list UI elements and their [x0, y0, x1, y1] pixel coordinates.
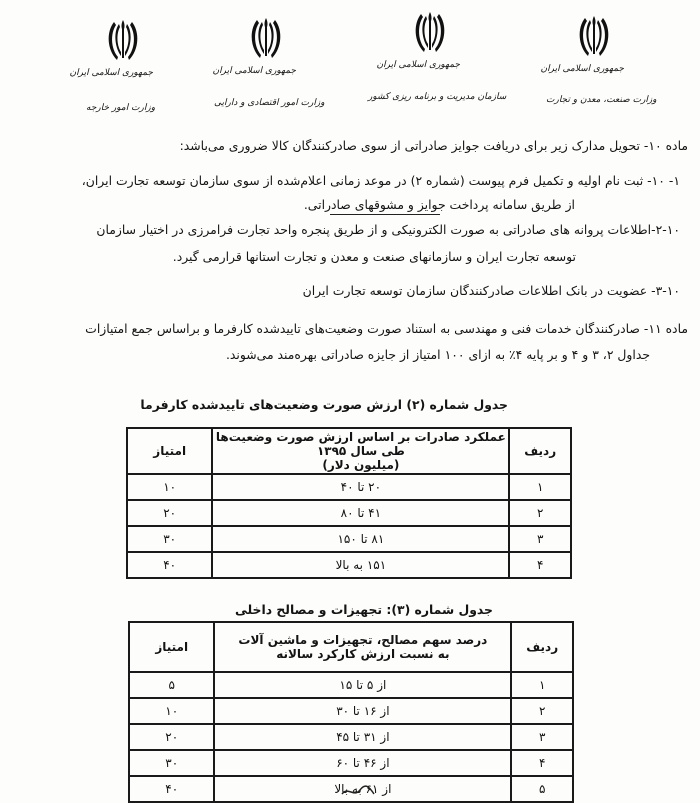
table-row — [129, 724, 573, 750]
score-cell: ۱۰ — [127, 474, 212, 500]
score-cell: ۲۰ — [127, 500, 212, 526]
letterhead-country: جمهوری اسلامی ایران — [540, 64, 624, 74]
score-cell: ۲۰ — [129, 724, 214, 750]
score-cell: ۵ — [129, 672, 214, 698]
article-10-item-2-cont: توسعه تجارت ایران و سازمانهای صنعت و معدن و تجارت استانها قرارمی گیرد. — [172, 249, 576, 264]
range-cell: از ۳۱ تا ۴۵ — [214, 724, 511, 750]
article-10-item-1: ۱- ۱۰- ثبت نام اولیه و تکمیل فرم پیوست (شماره ۲) در موعد زمانی اعلام‌شده از سوی سازمان توسعه تجارت ایران، — [81, 173, 680, 188]
article-11-line-1: ماده ۱۱- صادرکنندگان خدمات فنی و مهندسی به استناد صورت وضعیت‌های تاییدشده کارفرما و براساس جمع امتیازات — [85, 321, 688, 336]
range-cell: از ۴۶ تا ۶۰ — [214, 750, 511, 776]
article-10-item-1-cont: از طریق سامانه پرداخت جوایز و مشوقهای صادراتی. — [303, 197, 575, 212]
letterhead-block-economy — [212, 14, 296, 76]
table-2 — [126, 427, 572, 579]
table-2-title: جدول شماره (۲) ارزش صورت وضعیت‌های تاییدشده کارفرما — [140, 397, 508, 412]
row-number: ۵ — [511, 776, 573, 802]
score-cell: ۳۰ — [127, 526, 212, 552]
score-cell: ۴۰ — [129, 776, 214, 802]
row-number: ۱ — [509, 474, 571, 500]
article-10-item-2: ۲-۱۰-اطلاعات پروانه های صادراتی به صورت الکترونیکی و از طریق پنجره واحد تجارت فرامرزی در اختیار سازمان — [96, 222, 680, 237]
table-3 — [128, 621, 574, 803]
range-cell: ۸۱ تا ۱۵۰ — [212, 526, 509, 552]
letterhead-ministry: وزارت امور خارجه — [86, 103, 156, 113]
col-score-header: امتیاز — [129, 622, 214, 672]
col-desc-header: عملکرد صادرات بر اساس ارزش صورت وضعیت‌ها طی سال ۱۳۹۵ (میلیون دلار) — [212, 428, 509, 474]
iran-emblem-icon — [103, 16, 143, 64]
range-cell: از ۱۶ تا ۳۰ — [214, 698, 511, 724]
letterhead-ministry: وزارت امور اقتصادی و دارایی — [214, 98, 325, 108]
score-cell: ۳۰ — [129, 750, 214, 776]
letterhead-ministry: سازمان مدیریت و برنامه ریزی کشور — [368, 92, 507, 102]
row-number: ۲ — [509, 500, 571, 526]
letterhead-country: جمهوری اسلامی ایران — [376, 60, 460, 70]
range-cell: ۲۰ تا ۴۰ — [212, 474, 509, 500]
score-cell: ۴۰ — [127, 552, 212, 578]
row-number: ۳ — [509, 526, 571, 552]
letterhead-ministry: وزارت صنعت، معدن و تجارت — [546, 95, 657, 105]
iran-emblem-icon — [410, 8, 450, 56]
range-cell: از ۶۱ به بالا — [214, 776, 511, 802]
table-3-title: جدول شماره (۳): تجهیزات و مصالح داخلی — [234, 602, 493, 617]
table-row — [129, 672, 573, 698]
letterhead-block-industry — [540, 12, 624, 74]
table-row — [129, 698, 573, 724]
col-score-header: امتیاز — [127, 428, 212, 474]
table-header-row — [129, 622, 573, 672]
iran-emblem-icon — [574, 12, 614, 60]
col-row-header: ردیف — [509, 428, 571, 474]
table-row — [127, 552, 571, 578]
col-desc-header: درصد سهم مصالح، تجهیزات و ماشین آلات به نسبت ارزش کارکرد سالانه — [214, 622, 511, 672]
article-10-item-3: ۳-۱۰- عضویت در بانک اطلاعات صادرکنندگان سازمان توسعه تجارت ایران — [302, 283, 680, 298]
table-row — [127, 474, 571, 500]
table-row — [129, 750, 573, 776]
letterhead-block-management — [376, 8, 460, 70]
row-number: ۳ — [511, 724, 573, 750]
handwritten-mark — [338, 782, 378, 800]
letterhead-country: جمهوری اسلامی ایران — [212, 66, 296, 76]
row-number: ۱ — [511, 672, 573, 698]
range-cell: ۱۵۱ به بالا — [212, 552, 509, 578]
table-row — [127, 500, 571, 526]
row-number: ۴ — [511, 750, 573, 776]
range-cell: ۴۱ تا ۸۰ — [212, 500, 509, 526]
underline-mark — [330, 214, 440, 215]
letterhead-block-foreign — [69, 16, 153, 78]
article-10-heading: ماده ۱۰- تحویل مدارک زیر برای دریافت جوایز صادراتی از سوی صادرکنندگان کالا ضروری می‌باشد: — [179, 138, 688, 153]
article-11-line-2: جداول ۲، ۳ و ۴ و بر پایه ۴٪ به ازای ۱۰۰ امتیاز از جایزه صادراتی بهره‌مند می‌شوند. — [225, 347, 650, 362]
table-header-row — [127, 428, 571, 474]
table-row — [127, 526, 571, 552]
range-cell: از ۵ تا ۱۵ — [214, 672, 511, 698]
col-row-header: ردیف — [511, 622, 573, 672]
row-number: ۲ — [511, 698, 573, 724]
score-cell: ۱۰ — [129, 698, 214, 724]
letterhead-country: جمهوری اسلامی ایران — [69, 68, 153, 78]
row-number: ۴ — [509, 552, 571, 578]
iran-emblem-icon — [246, 14, 286, 62]
